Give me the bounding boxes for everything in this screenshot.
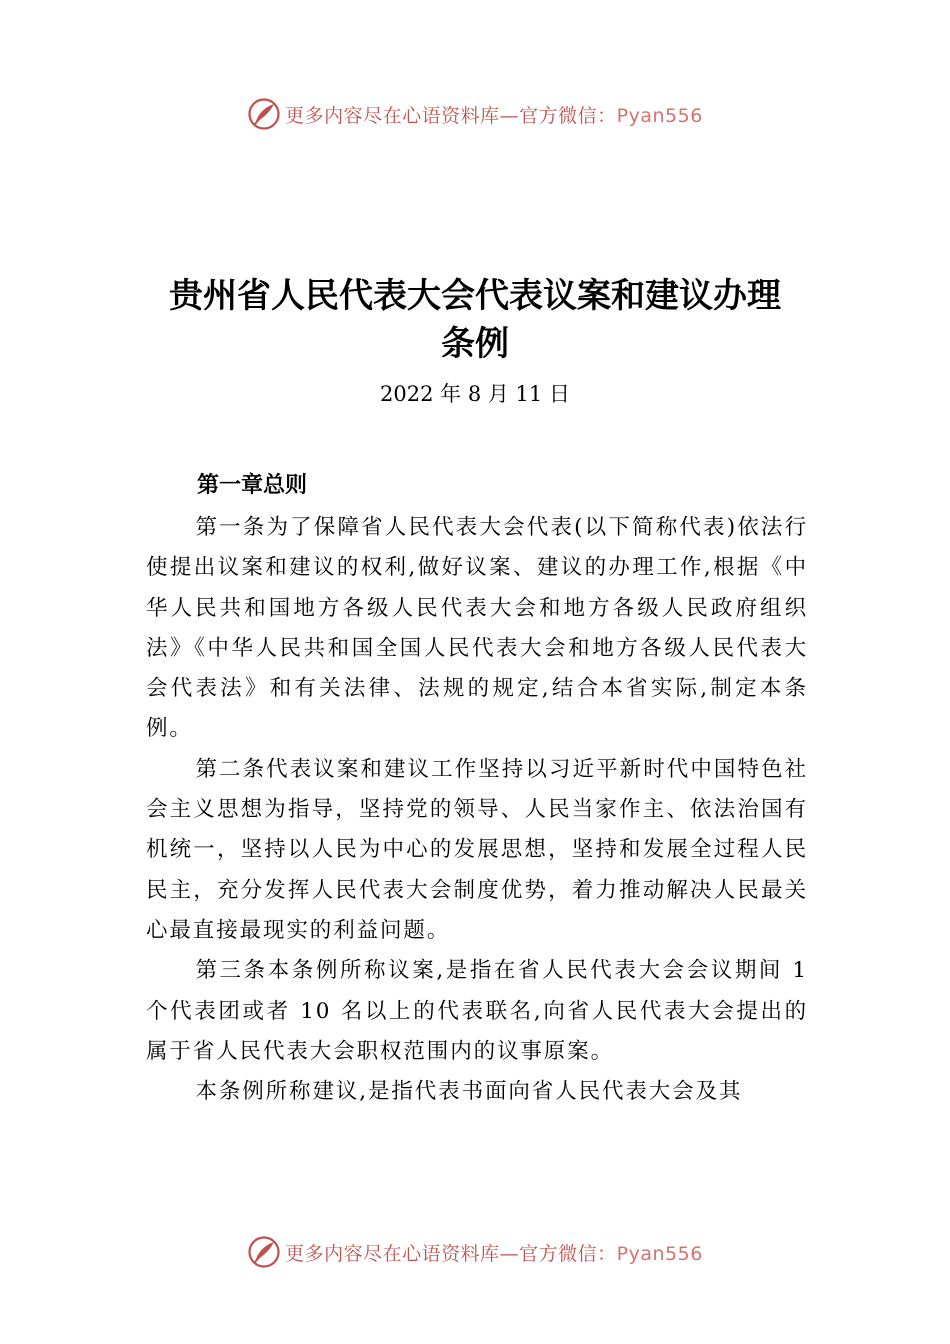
wechat-id: Pyan556: [616, 104, 703, 127]
header-banner: [0, 94, 950, 134]
article-3: 第三条本条例所称议案,是指在省人民代表大会会议期间 1 个代表团或者 10 名以上的代表联名,向省人民代表大会提出的属于省人民代表大会职权范围内的议事原案。: [146, 958, 808, 1064]
footer-wechat-id: Pyan556: [616, 1242, 703, 1265]
chapter-heading: 第一章总则: [197, 473, 308, 498]
footer-banner-text: 更多内容尽在心语资料库—官方微信：Pyan556: [285, 1242, 703, 1265]
document-body: [146, 508, 808, 1112]
article-3-continued: 本条例所称建议,是指代表书面向省人民代表大会及其: [195, 1079, 743, 1105]
quill-seal-icon: [247, 1235, 281, 1269]
footer-banner: [0, 1232, 950, 1272]
article-2: 第二条代表议案和建议工作坚持以习近平新时代中国特色社会主义思想为指导，坚持党的领导、人民当家作主、依法治国有机统一，坚持以人民为中心的发展思想，坚持和发展全过程人民民主，充分发挥人民代表大会制度优势，着力推动解决人民最关心最直接最现实的利益问题。: [146, 756, 808, 943]
document-title-line-2: 条例: [441, 324, 509, 364]
banner-text: 更多内容尽在心语资料库—官方微信：Pyan556: [285, 104, 703, 127]
quill-seal-icon: [247, 97, 281, 131]
document-date: 2022 年 8 月 11 日: [380, 382, 570, 406]
article-1: 第一条为了保障省人民代表大会代表(以下简称代表)依法行使提出议案和建议的权利,做好议案、建议的办理工作,根据《中华人民共和国地方各级人民代表大会和地方各级人民政府组织法》《中华人民共和国全国人民代表大会和地方各级人民代表大会代表法》和有关法律、法规的规定,结合本省实际,制定本条例。: [146, 515, 808, 742]
document-title-line-1: 贵州省人民代表大会代表议案和建议办理: [169, 276, 781, 316]
